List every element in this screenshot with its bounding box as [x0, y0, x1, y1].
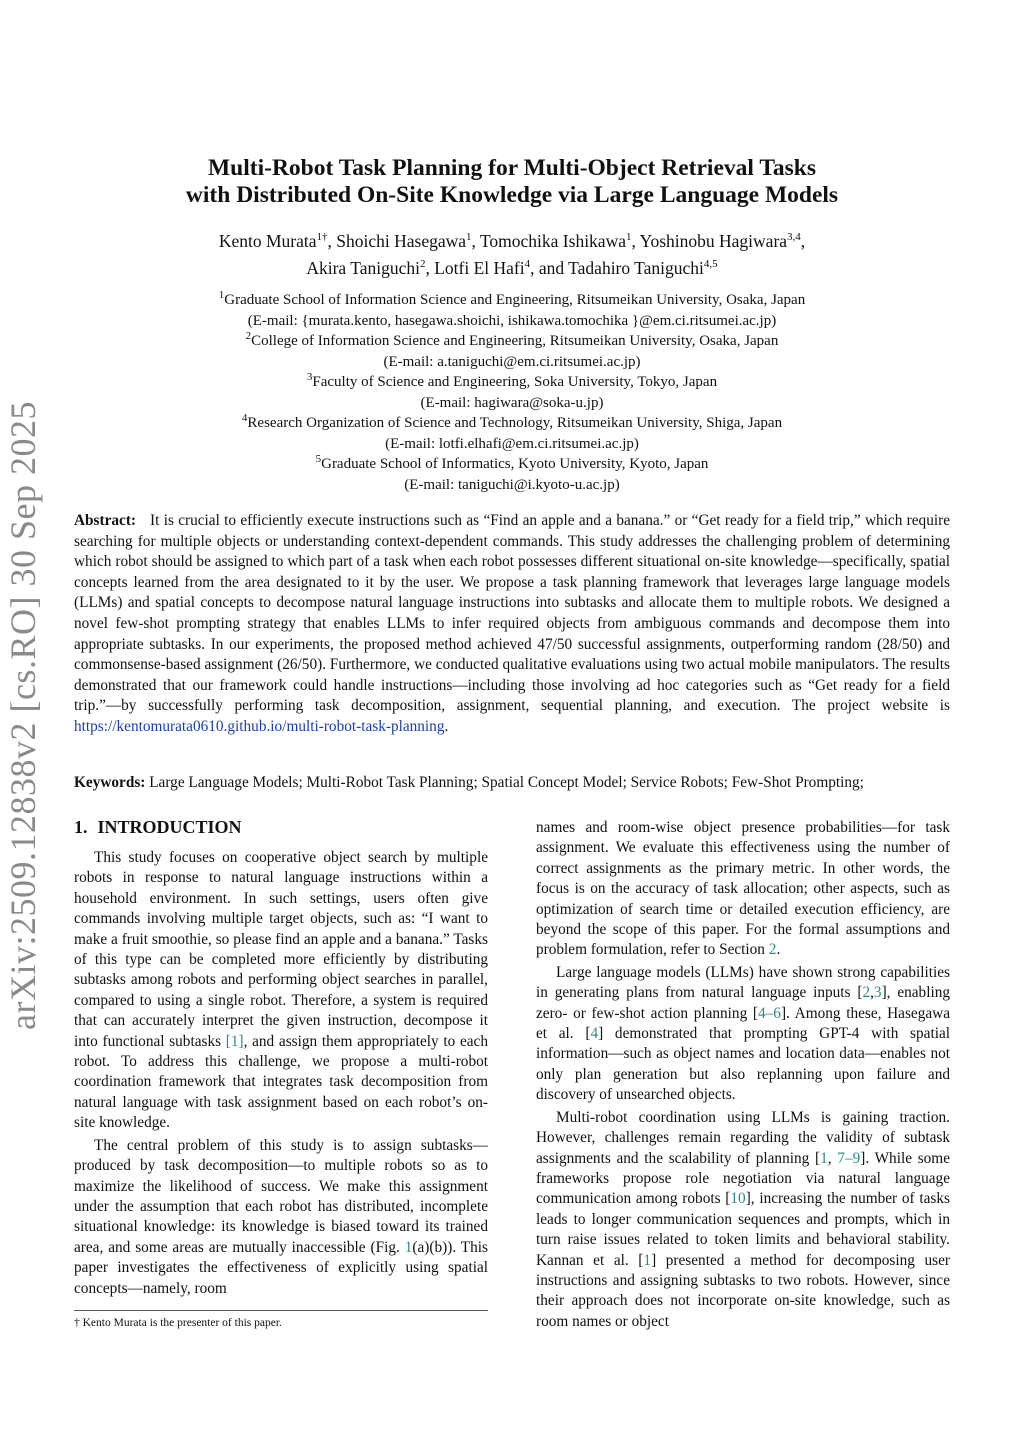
author-name: Lotfi El Hafi	[434, 258, 525, 278]
affiliation-email: (E-mail: lotfi.elhafi@em.ci.ritsumei.ac.jp)	[385, 435, 639, 452]
keywords-label: Keywords:	[74, 774, 146, 791]
author-separator: ,	[425, 258, 435, 278]
affiliation-name: Research Organization of Science and Technology, Ritsumeikan University, Shiga, Japan	[247, 415, 783, 431]
footnote: † Kento Murata is the presenter of this paper.	[74, 1317, 282, 1329]
paragraph-text: ]. Among these, Hasegawa et al. [	[536, 1004, 950, 1043]
author-affil-mark: 1	[625, 231, 632, 244]
paragraph-text: The central problem of this study is to assign subtasks—produced by task decomposition—to multiple robots so as to maximize the likelihood of success. We make this assignment under the assumption that each robot has distributed, incomplete situational knowledge: its knowledge is biased toward its trained area, and some areas are mutually inaccessible (Fig.	[74, 1136, 488, 1256]
affiliation-name: Graduate School of Informatics, Kyoto University, Kyoto, Japan	[321, 456, 709, 472]
affiliation-name: Graduate School of Information Science and Engineering, Ritsumeikan University, Osaka, Japan	[224, 292, 806, 308]
affiliation-mark: 4	[241, 412, 248, 424]
section-title: INTRODUCTION	[97, 817, 242, 837]
footnote-divider	[74, 1310, 488, 1311]
citation-link[interactable]: 3	[873, 984, 882, 1002]
section-heading	[74, 816, 488, 838]
author-name: Tomochika Ishikawa	[479, 231, 626, 251]
affiliation	[74, 290, 950, 311]
paragraph-text: ], enabling zero- or few-shot action planning [	[536, 984, 950, 1022]
author-separator: ,	[327, 231, 337, 251]
paragraph-text: Multi-robot coordination using LLMs is gaining traction. However, challenges remain regarding the validity of subtask assignments and the scalability of planning [	[536, 1108, 950, 1167]
paper-title	[74, 155, 950, 209]
affiliation-mark: 2	[245, 330, 252, 342]
project-website-link[interactable]: https://kentomurata0610.github.io/multi-robot-task-planning	[74, 717, 445, 735]
figure-ref-link[interactable]: 1	[404, 1238, 413, 1256]
paragraph	[74, 848, 488, 1134]
paragraph	[536, 1108, 950, 1332]
author-line	[74, 228, 950, 255]
affiliation-mark: 5	[315, 453, 322, 465]
author-name: and Tadahiro Taniguchi	[538, 258, 704, 278]
citation-link[interactable]: 1	[820, 1149, 828, 1167]
arxiv-identifier-stamp: arXiv:2509.12838v2 [cs.RO] 30 Sep 2025	[3, 401, 43, 1030]
section-number: 1.	[74, 817, 88, 837]
affiliation-mark: 1	[218, 289, 225, 301]
paragraph	[74, 1136, 488, 1299]
paragraph-text: , and assign them appropriately to each robot. To address this challenge, we propose a multi-robot coordination framework that integrates task decomposition from natural language with task assignment based on each robot’s on-site knowledge.	[74, 1032, 488, 1132]
affiliation	[74, 413, 950, 434]
paragraph	[536, 963, 950, 1106]
abstract-label: Abstract:	[74, 512, 137, 529]
author-affil-mark: 2	[419, 258, 426, 271]
author-separator: ,	[530, 258, 539, 278]
author-affil-mark: 3,4	[787, 231, 801, 244]
citation-link[interactable]: [1]	[225, 1032, 244, 1050]
paragraph-text: ] presented a method for decomposing user instructions and assigning subtasks to two robots. However, since their approach does not incorporate on-site knowledge, such as room names or object	[536, 1251, 950, 1330]
paragraph-text: ]. While some frameworks propose role negotiation via natural language communication among robots [	[536, 1149, 950, 1208]
paragraph-text: .	[776, 941, 781, 959]
citation-link[interactable]: 7–9	[837, 1149, 861, 1167]
affiliation-name: Faculty of Science and Engineering, Soka University, Tokyo, Japan	[312, 374, 718, 390]
author-name: Akira Taniguchi	[306, 258, 420, 278]
paragraph-text: Large language models (LLMs) have shown strong capabilities in generating plans from natural language inputs [	[536, 963, 950, 1002]
affiliation-email: (E-mail: hagiwara@soka-u.jp)	[420, 394, 604, 411]
left-column	[74, 816, 488, 1299]
paragraph-text: This study focuses on cooperative object search by multiple robots in response to natural language instructions within a household environment. In such settings, users often give commands involving multiple target objects, such as: “I want to make a fruit smoothie, so please find an apple and a banana.” Tasks of this type can be completed more efficiently by distributing subtasks among robots and performing object searches in parallel, compared to using a single robot. Therefore, a system is required that can accurately interpret the given instruction, decompose it into functional subtasks	[74, 849, 488, 1050]
abstract-text: It is crucial to efficiently execute instructions such as “Find an apple and a banana.” or “Get ready for a field trip,” which require searching for multiple objects or understanding context-dependent commands. This study addresses the challenging problem of determining which robot should be assigned to which part of a task when each robot possesses different situational on-site knowledge—specifically, spatial concepts learned from the area designated to it by the user. We propose a task planning framework that leverages large language models (LLMs) and spatial concepts to decompose natural language instructions into subtasks and allocate them to multiple robots. We designed a novel few-shot prompting strategy that enables LLMs to infer required objects from ambiguous commands and decompose them into appropriate subtasks. In our experiments, the proposed method achieved 47/50 successful assignments, outperforming random (28/50) and commonsense-based assignment (26/50). Furthermore, we conducted qualitative evaluations using two actual mobile manipulators. The results demonstrated that our framework could handle instructions—including those involving ad hoc categories such as “Get ready for a field trip.”—by successfully performing task decomposition, assignment, sequential planning, and execution. The project website is	[74, 512, 950, 715]
title-line: Multi-Robot Task Planning for Multi-Object Retrieval Tasks	[207, 155, 816, 181]
keywords	[74, 773, 950, 794]
keywords-text: Large Language Models; Multi-Robot Task Planning; Spatial Concept Model; Service Robots; Few-Shot Prompting;	[145, 774, 864, 791]
author-affil-mark: 4,5	[703, 258, 718, 271]
affiliation-name: College of Information Science and Engineering, Ritsumeikan University, Osaka, Japan	[251, 333, 779, 349]
abstract	[74, 511, 950, 738]
author-separator: ,	[631, 231, 640, 251]
section-ref-link[interactable]: 2	[768, 941, 777, 959]
paragraph-text: names and room-wise object presence probabilities—for task assignment. We evaluate this effectiveness using the number of correct assignments as the primary metric. In other words, the focus is on the accuracy of task allocation; other aspects, such as optimization of search time or detailed execution efficiency, are beyond the scope of this paper. For the formal assumptions and problem formulation, refer to Section	[536, 819, 950, 959]
author-affil-mark: 1	[466, 231, 472, 244]
author-affil-mark: 4	[524, 258, 531, 271]
author-list	[74, 228, 950, 282]
citation-link[interactable]: 1	[643, 1251, 652, 1269]
affiliation-list	[74, 290, 950, 495]
paragraph-text: ], increasing the number of tasks leads to longer communication sequences and prompts, which in turn raise issues related to token limits and behavioral stability. Kannan et al. [	[536, 1190, 950, 1269]
right-column	[536, 818, 950, 1332]
affiliation-email: (E-mail: taniguchi@i.kyoto-u.ac.jp)	[404, 476, 620, 493]
paragraph-text: ] demonstrated that prompting GPT-4 with spatial information—such as object names and location data—enables not only plan generation but also replanning upon failure and discovery of unsearched objects.	[536, 1025, 950, 1104]
author-separator: ,	[471, 231, 480, 251]
author-line	[74, 255, 950, 282]
affiliation	[74, 454, 950, 475]
paragraph-text: ,	[870, 984, 874, 1002]
paragraph-text: ,	[827, 1149, 838, 1167]
affiliation	[74, 331, 950, 352]
title-line: with Distributed On-Site Knowledge via Large Language Models	[185, 182, 839, 208]
affiliation-email: (E-mail: a.taniguchi@em.ci.ritsumei.ac.jp)	[383, 353, 641, 370]
affiliation	[74, 372, 950, 393]
author-name: Shoichi Hasegawa	[336, 231, 467, 251]
paragraph-text: (a)(b)). This paper investigates the effectiveness of explicitly using spatial concepts—namely, room	[74, 1238, 488, 1297]
author-name: Yoshinobu Hagiwara	[639, 231, 788, 251]
citation-link[interactable]: 4	[590, 1025, 599, 1043]
affiliation-mark: 3	[306, 371, 313, 383]
citation-link[interactable]: 10	[730, 1190, 746, 1208]
citation-link[interactable]: 2	[862, 984, 871, 1002]
abstract-end: .	[444, 717, 449, 735]
paragraph	[536, 818, 950, 961]
author-separator: ,	[800, 231, 806, 251]
citation-link[interactable]: 4–6	[757, 1004, 781, 1022]
affiliation-email: (E-mail: {murata.kento, hasegawa.shoichi, ishikawa.tomochika }@em.ci.ritsumei.ac.jp)	[247, 312, 777, 329]
author-affil-mark: 1†	[316, 231, 328, 244]
author-name: Kento Murata	[218, 231, 317, 251]
